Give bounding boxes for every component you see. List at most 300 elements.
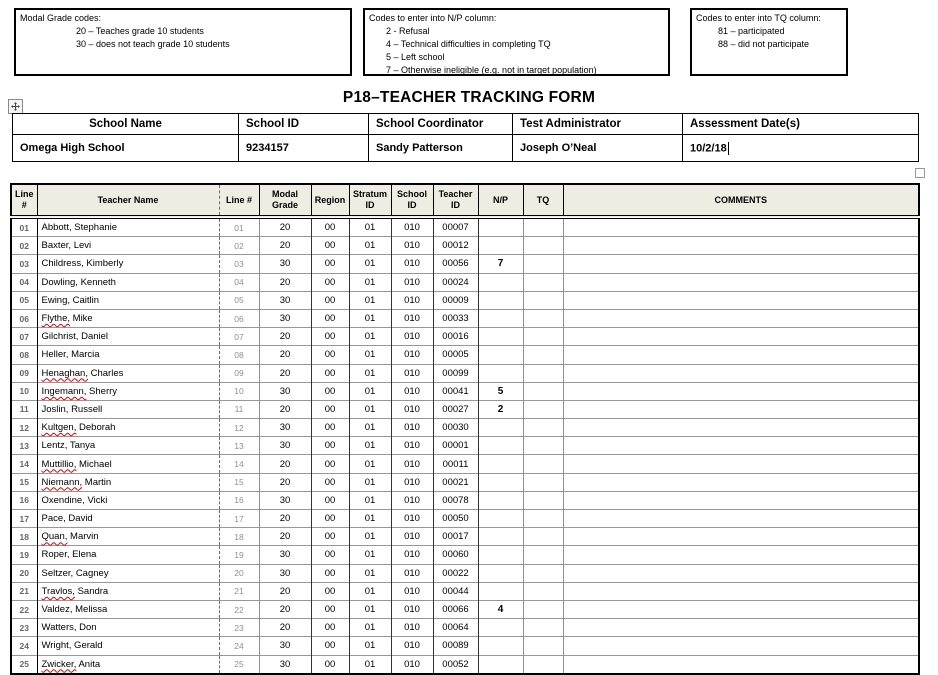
school-id-cell: 010 (391, 273, 433, 291)
table-row (11, 437, 919, 455)
table-row (11, 655, 919, 674)
teacher-name-cell (37, 655, 219, 674)
table-row (11, 255, 919, 273)
teacher-id-cell: 00009 (433, 291, 478, 309)
teacher-name-cell (37, 455, 219, 473)
comments-cell[interactable] (563, 546, 919, 564)
np-cell[interactable] (478, 346, 523, 364)
tq-cell[interactable] (523, 400, 563, 418)
tq-cell[interactable] (523, 600, 563, 618)
teacher-id-cell: 00007 (433, 217, 478, 237)
stratum-id-cell: 01 (349, 419, 391, 437)
line-number-cell: 05 (11, 291, 37, 309)
name-text: Martin (82, 476, 112, 488)
tq-cell[interactable] (523, 309, 563, 327)
np-cell[interactable] (478, 291, 523, 309)
np-cell[interactable]: 2 (478, 400, 523, 418)
table-row (11, 346, 919, 364)
stratum-id-cell: 01 (349, 291, 391, 309)
school-id-cell: 010 (391, 455, 433, 473)
np-cell[interactable] (478, 419, 523, 437)
assessment-dates-header: Assessment Date(s) (683, 114, 919, 135)
teacher-name-cell (37, 364, 219, 382)
misspelled-name-part: Flythe, (41, 313, 71, 325)
line-number2-cell: 17 (219, 510, 259, 528)
code-box-items (365, 25, 668, 77)
comments-cell[interactable] (563, 346, 919, 364)
tq-cell[interactable] (523, 217, 563, 237)
region-cell: 00 (311, 637, 349, 655)
table-row (11, 546, 919, 564)
stratum-id-cell: 01 (349, 255, 391, 273)
comments-cell[interactable] (563, 510, 919, 528)
region-cell: 00 (311, 655, 349, 674)
comments-cell[interactable] (563, 619, 919, 637)
np-cell[interactable] (478, 528, 523, 546)
teacher-id-cell: 00022 (433, 564, 478, 582)
stratum-id-cell: 01 (349, 455, 391, 473)
teacher-name-cell (37, 564, 219, 582)
np-cell[interactable] (478, 273, 523, 291)
modal-grade-cell: 20 (259, 600, 311, 618)
stratum-id-cell: 01 (349, 637, 391, 655)
stratum-id-cell: 01 (349, 528, 391, 546)
stratum-id-cell: 01 (349, 546, 391, 564)
region-cell: 00 (311, 546, 349, 564)
tq-cell[interactable] (523, 564, 563, 582)
stratum-id-cell: 01 (349, 217, 391, 237)
school-id-cell: 010 (391, 582, 433, 600)
school-id-cell: 010 (391, 637, 433, 655)
region-cell: 00 (311, 455, 349, 473)
misspelled-name-part: Quan, (41, 531, 68, 543)
comments-cell[interactable] (563, 328, 919, 346)
table-row (11, 510, 919, 528)
teacher-id-cell: 00044 (433, 582, 478, 600)
teacher-name-cell (37, 473, 219, 491)
table-row (11, 582, 919, 600)
school-id-cell: 010 (391, 564, 433, 582)
tq-cell[interactable] (523, 273, 563, 291)
line-number2-cell: 18 (219, 528, 259, 546)
comments-cell[interactable] (563, 419, 919, 437)
modal-grade-cell: 30 (259, 419, 311, 437)
tq-cell[interactable] (523, 437, 563, 455)
tq-header: TQ (523, 184, 563, 217)
modal-grade-cell: 30 (259, 637, 311, 655)
region-cell: 00 (311, 473, 349, 491)
line-number2-cell: 20 (219, 564, 259, 582)
teacher-name-cell (37, 400, 219, 418)
name-text: Watters, Don (41, 622, 97, 634)
code-item: 4 – Technical difficulties in completing TQ (386, 39, 551, 49)
line-number-cell: 13 (11, 437, 37, 455)
code-item: 2 - Refusal (386, 26, 430, 36)
line-number2-cell: 02 (219, 237, 259, 255)
teacher-name-cell (37, 328, 219, 346)
stratum-id-cell: 01 (349, 510, 391, 528)
line-number-cell: 08 (11, 346, 37, 364)
region-cell: 00 (311, 619, 349, 637)
four-way-arrow-icon (11, 102, 20, 111)
np-cell[interactable] (478, 510, 523, 528)
comments-cell[interactable] (563, 309, 919, 327)
modal-grade-cell: 20 (259, 346, 311, 364)
school-id-cell: 010 (391, 291, 433, 309)
comments-cell[interactable] (563, 582, 919, 600)
line-number-cell: 10 (11, 382, 37, 400)
school-id-cell: 010 (391, 328, 433, 346)
modal-grade-cell: 20 (259, 328, 311, 346)
line-number2-cell: 19 (219, 546, 259, 564)
line-number2-cell: 06 (219, 309, 259, 327)
line-number-cell: 02 (11, 237, 37, 255)
tq-cell[interactable] (523, 419, 563, 437)
comments-cell[interactable] (563, 382, 919, 400)
stratum-id-cell: 01 (349, 655, 391, 674)
school-info-header-row (13, 114, 919, 135)
school-id-cell: 010 (391, 364, 433, 382)
np-cell[interactable] (478, 655, 523, 674)
tq-cell[interactable] (523, 637, 563, 655)
table-row (11, 600, 919, 618)
school-info-value-row (13, 135, 919, 162)
table-resize-handle-icon[interactable] (915, 168, 925, 178)
region-cell: 00 (311, 382, 349, 400)
roster-header-row (11, 184, 919, 217)
tq-cell[interactable] (523, 255, 563, 273)
tq-cell[interactable] (523, 382, 563, 400)
school-id-field[interactable]: 9234157 (239, 135, 369, 162)
stratum-id-cell: 01 (349, 437, 391, 455)
teacher-name-cell (37, 546, 219, 564)
np-cell[interactable] (478, 546, 523, 564)
comments-cell[interactable] (563, 237, 919, 255)
region-cell: 00 (311, 217, 349, 237)
region-cell: 00 (311, 328, 349, 346)
region-cell: 00 (311, 437, 349, 455)
name-text: Dowling, Kenneth (41, 276, 116, 288)
misspelled-name-part: Niemann, (41, 476, 83, 488)
code-box-title: Codes to enter into N/P column: (369, 13, 497, 23)
modal-grade-cell: 30 (259, 255, 311, 273)
teacher-name-cell (37, 255, 219, 273)
comments-header: COMMENTS (563, 184, 919, 217)
assessment-dates-field[interactable]: 10/2/18 (683, 135, 919, 162)
modal-grade-cell: 20 (259, 455, 311, 473)
np-cell[interactable]: 7 (478, 255, 523, 273)
school-id-cell: 010 (391, 346, 433, 364)
teacher-id-cell: 00017 (433, 528, 478, 546)
comments-cell[interactable] (563, 255, 919, 273)
stratum-id-cell: 01 (349, 582, 391, 600)
stratum-id-cell: 01 (349, 619, 391, 637)
teacher-id-cell: 00099 (433, 364, 478, 382)
table-move-handle-icon[interactable] (8, 99, 23, 114)
region-cell: 00 (311, 273, 349, 291)
test-administrator-header: Test Administrator (513, 114, 683, 135)
school-id-cell: 010 (391, 237, 433, 255)
name-text: Joslin, Russell (41, 403, 103, 415)
code-box-items (16, 25, 350, 51)
school-coordinator-field[interactable]: Sandy Patterson (369, 135, 513, 162)
comments-cell[interactable] (563, 473, 919, 491)
comments-cell[interactable] (563, 400, 919, 418)
teacher-id-cell: 00021 (433, 473, 478, 491)
comments-cell[interactable] (563, 273, 919, 291)
teacher-name-cell (37, 217, 219, 237)
line-number-cell: 18 (11, 528, 37, 546)
tq-cell[interactable] (523, 655, 563, 674)
stratum-id-cell: 01 (349, 237, 391, 255)
table-row (11, 364, 919, 382)
tq-cell[interactable] (523, 237, 563, 255)
line-number2-cell: 13 (219, 437, 259, 455)
modal-grade-header: Modal Grade (259, 184, 311, 217)
line-number2-cell: 14 (219, 455, 259, 473)
stratum-id-cell: 01 (349, 346, 391, 364)
np-cell[interactable] (478, 491, 523, 509)
name-text: Wright, Gerald (41, 640, 103, 652)
tq-cell[interactable] (523, 619, 563, 637)
name-text: Baxter, Levi (41, 240, 92, 252)
teacher-id-cell: 00066 (433, 600, 478, 618)
tq-cell[interactable] (523, 291, 563, 309)
tq-cell[interactable] (523, 510, 563, 528)
modal-grade-cell: 30 (259, 437, 311, 455)
region-cell: 00 (311, 364, 349, 382)
code-item: 20 – Teaches grade 10 students (76, 26, 204, 36)
table-row (11, 619, 919, 637)
name-text: Deborah (76, 422, 116, 434)
line-number2-cell: 01 (219, 217, 259, 237)
line-number2-cell: 22 (219, 600, 259, 618)
code-item: 5 – Left school (386, 52, 445, 62)
stratum-id-cell: 01 (349, 328, 391, 346)
np-cell[interactable] (478, 473, 523, 491)
name-text: Charles (87, 367, 124, 379)
misspelled-name-part: Muttillio, (41, 458, 77, 470)
np-cell[interactable]: 5 (478, 382, 523, 400)
line-number2-cell: 23 (219, 619, 259, 637)
line-number2-cell: 24 (219, 637, 259, 655)
line-number2-cell: 12 (219, 419, 259, 437)
tq-cell[interactable] (523, 346, 563, 364)
np-cell[interactable] (478, 328, 523, 346)
teacher-name-cell (37, 291, 219, 309)
misspelled-name-part: Henaghan, (41, 367, 88, 379)
table-row (11, 382, 919, 400)
school-id-cell: 010 (391, 491, 433, 509)
np-cell[interactable]: 4 (478, 600, 523, 618)
modal-grade-cell: 20 (259, 510, 311, 528)
np-cell[interactable] (478, 237, 523, 255)
table-row (11, 564, 919, 582)
name-text: Mike (70, 313, 93, 325)
test-administrator-field[interactable]: Joseph O’Neal (513, 135, 683, 162)
teacher-id-cell: 00050 (433, 510, 478, 528)
line-number-cell: 07 (11, 328, 37, 346)
teacher-id-cell: 00056 (433, 255, 478, 273)
misspelled-name-part: Zwicker, (41, 658, 77, 670)
teacher-name-cell (37, 382, 219, 400)
tq-cell[interactable] (523, 328, 563, 346)
table-row (11, 637, 919, 655)
modal-grade-codes-box (14, 8, 352, 76)
tq-cell[interactable] (523, 364, 563, 382)
tq-cell[interactable] (523, 491, 563, 509)
teacher-id-cell: 00024 (433, 273, 478, 291)
name-text: Oxendine, Vicki (41, 494, 108, 506)
comments-cell[interactable] (563, 528, 919, 546)
school-id-cell: 010 (391, 400, 433, 418)
table-row (11, 217, 919, 237)
modal-grade-cell: 30 (259, 546, 311, 564)
name-text: Ewing, Caitlin (41, 294, 100, 306)
stratum-id-cell: 01 (349, 600, 391, 618)
tq-cell[interactable] (523, 528, 563, 546)
comments-cell[interactable] (563, 455, 919, 473)
modal-grade-cell: 30 (259, 491, 311, 509)
comments-cell[interactable] (563, 637, 919, 655)
line-number2-cell: 11 (219, 400, 259, 418)
teacher-name-cell (37, 637, 219, 655)
line-number-cell: 24 (11, 637, 37, 655)
school-id-cell: 010 (391, 528, 433, 546)
line-number-cell: 15 (11, 473, 37, 491)
np-cell[interactable] (478, 564, 523, 582)
comments-cell[interactable] (563, 491, 919, 509)
np-cell[interactable] (478, 364, 523, 382)
modal-grade-cell: 20 (259, 528, 311, 546)
line-number-header: Line # (11, 184, 37, 217)
school-id-cell: 010 (391, 546, 433, 564)
teacher-name-cell (37, 437, 219, 455)
stratum-id-cell: 01 (349, 564, 391, 582)
code-box-title: Codes to enter into TQ column: (696, 13, 821, 23)
roster-body (11, 217, 919, 674)
school-id-cell: 010 (391, 255, 433, 273)
school-id-cell: 010 (391, 309, 433, 327)
misspelled-name-part: Travlos, (41, 585, 75, 597)
teacher-id-cell: 00052 (433, 655, 478, 674)
line-number2-cell: 10 (219, 382, 259, 400)
comments-cell[interactable] (563, 600, 919, 618)
modal-grade-cell: 20 (259, 273, 311, 291)
np-cell[interactable] (478, 437, 523, 455)
teacher-name-cell (37, 582, 219, 600)
tq-cell[interactable] (523, 455, 563, 473)
teacher-name-cell (37, 309, 219, 327)
teacher-name-header: Teacher Name (37, 184, 219, 217)
school-name-header: School Name (13, 114, 239, 135)
code-item: 88 – did not participate (718, 39, 810, 49)
teacher-roster-table (10, 183, 920, 675)
school-id-cell: 010 (391, 419, 433, 437)
tq-cell[interactable] (523, 473, 563, 491)
school-name-field[interactable]: Omega High School (13, 135, 239, 162)
table-row (11, 291, 919, 309)
comments-cell[interactable] (563, 364, 919, 382)
teacher-name-cell (37, 600, 219, 618)
tq-cell[interactable] (523, 582, 563, 600)
np-cell[interactable] (478, 619, 523, 637)
line-number2-cell: 16 (219, 491, 259, 509)
teacher-id-cell: 00016 (433, 328, 478, 346)
teacher-name-cell (37, 619, 219, 637)
teacher-name-cell (37, 491, 219, 509)
school-coordinator-header: School Coordinator (369, 114, 513, 135)
stratum-id-cell: 01 (349, 473, 391, 491)
teacher-id-cell: 00089 (433, 637, 478, 655)
modal-grade-cell: 20 (259, 217, 311, 237)
code-item: 7 – Otherwise ineligible (e.g. not in target population) (386, 65, 597, 75)
np-cell[interactable] (478, 309, 523, 327)
region-header: Region (311, 184, 349, 217)
region-cell: 00 (311, 600, 349, 618)
teacher-name-cell (37, 346, 219, 364)
stratum-id-cell: 01 (349, 273, 391, 291)
line-number-cell: 20 (11, 564, 37, 582)
teacher-id-cell: 00060 (433, 546, 478, 564)
line-number-cell: 12 (11, 419, 37, 437)
name-text: Seltzer, Cagney (41, 567, 109, 579)
school-info-table (12, 113, 919, 162)
school-id-cell: 010 (391, 473, 433, 491)
page-title: P18–TEACHER TRACKING FORM (342, 89, 596, 106)
teacher-id-cell: 00012 (433, 237, 478, 255)
line-number-cell: 04 (11, 273, 37, 291)
teacher-name-cell (37, 510, 219, 528)
modal-grade-cell: 20 (259, 364, 311, 382)
modal-grade-cell: 30 (259, 309, 311, 327)
modal-grade-cell: 20 (259, 237, 311, 255)
np-cell[interactable] (478, 455, 523, 473)
np-cell[interactable] (478, 582, 523, 600)
table-row (11, 419, 919, 437)
teacher-id-cell: 00078 (433, 491, 478, 509)
name-text: Heller, Marcia (41, 349, 100, 361)
comments-cell[interactable] (563, 217, 919, 237)
region-cell: 00 (311, 237, 349, 255)
teacher-id-cell: 00030 (433, 419, 478, 437)
line-number-cell: 14 (11, 455, 37, 473)
misspelled-name-part: Ingemann, (41, 385, 87, 397)
comments-cell[interactable] (563, 655, 919, 674)
line-number2-cell: 09 (219, 364, 259, 382)
stratum-id-cell: 01 (349, 309, 391, 327)
np-cell[interactable] (478, 217, 523, 237)
name-text: Abbott, Stephanie (41, 222, 118, 234)
comments-cell[interactable] (563, 437, 919, 455)
teacher-id-cell: 00011 (433, 455, 478, 473)
modal-grade-cell: 30 (259, 382, 311, 400)
region-cell: 00 (311, 510, 349, 528)
comments-cell[interactable] (563, 564, 919, 582)
code-box-items (692, 25, 846, 51)
np-cell[interactable] (478, 637, 523, 655)
tq-cell[interactable] (523, 546, 563, 564)
line-number2-cell: 05 (219, 291, 259, 309)
comments-cell[interactable] (563, 291, 919, 309)
line-number-cell: 22 (11, 600, 37, 618)
school-id-cell: 010 (391, 437, 433, 455)
np-codes-box (363, 8, 670, 76)
region-cell: 00 (311, 291, 349, 309)
table-row (11, 528, 919, 546)
line-number-cell: 03 (11, 255, 37, 273)
np-header: N/P (478, 184, 523, 217)
